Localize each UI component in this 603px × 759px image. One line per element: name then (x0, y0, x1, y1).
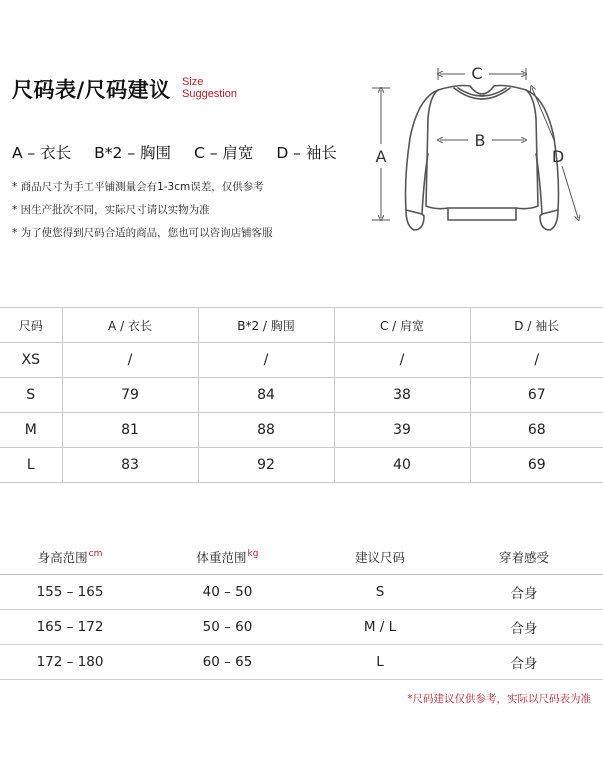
table-cell: 81 (62, 413, 198, 448)
measurement-legend (12, 141, 355, 163)
height-header: 身高范围 (37, 550, 88, 565)
diagram-label-b: B (474, 131, 486, 150)
title-english-line-2: Suggestion (182, 88, 238, 100)
table-cell: 84 (198, 378, 334, 413)
table-cell: M / L (315, 610, 445, 645)
table-cell: 38 (334, 378, 470, 413)
table-row (0, 413, 603, 448)
table-cell: 92 (198, 448, 334, 483)
table-cell: 60 – 65 (140, 645, 315, 680)
notes-list (12, 179, 273, 248)
title-english-line-1: Size (182, 76, 204, 88)
legend-d: D – 袖长 (276, 144, 337, 162)
table-header-cell: D / 袖长 (470, 308, 603, 343)
legend-b: B*2 – 胸围 (94, 144, 172, 162)
table-cell: 50 – 60 (140, 610, 315, 645)
table-cell: 40 – 50 (140, 575, 315, 610)
table-header-row (0, 540, 603, 575)
table-cell: 69 (470, 448, 603, 483)
table-cell: 155 – 165 (0, 575, 140, 610)
table-header-cell: 穿着感受 (445, 540, 603, 575)
size-suggestion-table (0, 540, 603, 680)
weight-unit: kg (247, 549, 259, 559)
table-cell: 83 (62, 448, 198, 483)
note-item: * 为了使您得到尺码合适的商品，您也可以咨询店铺客服 (12, 227, 273, 239)
table-header-cell: 建议尺码 (315, 540, 445, 575)
table-cell: XS (0, 343, 62, 378)
table-header-cell: C / 肩宽 (334, 308, 470, 343)
table-row (0, 378, 603, 413)
note-item: * 商品尺寸为手工平铺测量会有1-3cm误差，仅供参考 (12, 181, 264, 193)
table-cell: / (62, 343, 198, 378)
page-title: 尺码表/尺码建议 (12, 78, 171, 102)
diagram-label-d: D (551, 147, 565, 166)
table-row (0, 610, 603, 645)
table-cell: / (470, 343, 603, 378)
size-table (0, 307, 603, 483)
weight-header: 体重范围 (196, 550, 247, 565)
table-cell: M (0, 413, 62, 448)
note-item: * 因生产批次不同，实际尺寸请以实物为准 (12, 204, 210, 216)
sweater-outline-icon (366, 58, 596, 248)
table-header-cell (0, 540, 140, 575)
table-header-row (0, 308, 603, 343)
table-cell: 合身 (445, 575, 603, 610)
table-row (0, 575, 603, 610)
title-english (182, 76, 237, 100)
table-cell: S (0, 378, 62, 413)
table-header-cell (140, 540, 315, 575)
table-header-cell: 尺码 (0, 308, 62, 343)
table-cell: S (315, 575, 445, 610)
height-unit: cm (88, 549, 103, 559)
table-cell: 67 (470, 378, 603, 413)
table-cell: 88 (198, 413, 334, 448)
table-row (0, 448, 603, 483)
table-cell: 68 (470, 413, 603, 448)
legend-a: A – 衣长 (12, 144, 72, 162)
table-cell: 79 (62, 378, 198, 413)
table-cell: 39 (334, 413, 470, 448)
footnote: *尺码建议仅供参考，实际以尺码表为准 (407, 693, 591, 705)
table-cell: L (315, 645, 445, 680)
table-cell: / (198, 343, 334, 378)
table-cell: 165 – 172 (0, 610, 140, 645)
table-cell: 172 – 180 (0, 645, 140, 680)
table-cell: / (334, 343, 470, 378)
table-header-cell: B*2 / 胸围 (198, 308, 334, 343)
table-header-cell: A / 衣长 (62, 308, 198, 343)
legend-c: C – 肩宽 (193, 144, 254, 162)
table-cell: 合身 (445, 610, 603, 645)
table-cell: L (0, 448, 62, 483)
table-row (0, 645, 603, 680)
table-cell: 40 (334, 448, 470, 483)
diagram-label-c: C (471, 64, 483, 83)
table-row (0, 343, 603, 378)
table-cell: 合身 (445, 645, 603, 680)
diagram-label-a: A (375, 147, 387, 166)
